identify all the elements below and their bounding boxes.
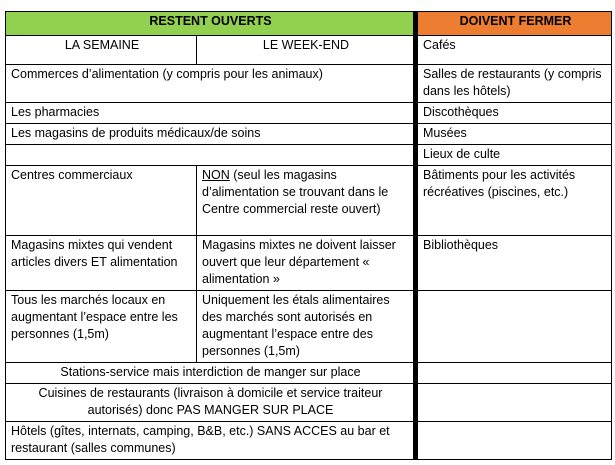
closed-museums: Musées [416, 124, 612, 145]
row-mixed: Magasins mixtes qui vendent articles divers ET alimentation [6, 236, 197, 291]
row-kitchens: Cuisines de restaurants (livraison à domicile et service traiteur autorisés) donc PAS MANGER SUR PLACE [6, 384, 416, 422]
open-header: RESTENT OUVERTS [6, 12, 416, 36]
closed-empty-2 [416, 363, 612, 384]
closed-recreation: Bâtiments pour les activités récréatives (piscines, etc.) [416, 166, 612, 236]
malls-detail: (seul les magasins d’alimentation se trouvant dans le Centre commercial reste ouvert) [202, 168, 389, 216]
row-markets: Tous les marchés locaux en augmentant l’espace entre les personnes (1,5m) [6, 291, 197, 363]
closed-empty-4 [416, 422, 612, 460]
row-empty [6, 145, 416, 166]
row-malls: Centres commerciaux [6, 166, 197, 236]
close-header: DOIVENT FERMER [416, 12, 612, 36]
closed-empty-1 [416, 291, 612, 363]
closed-libraries: Bibliothèques [416, 236, 612, 291]
row-food: Commerces d’alimentation (y compris pour les animaux) [6, 65, 416, 103]
closed-empty-3 [416, 384, 612, 422]
weekend-header: LE WEEK-END [197, 36, 416, 65]
row-malls-weekend [197, 166, 416, 236]
row-pharmacies: Les pharmacies [6, 103, 416, 124]
row-stations: Stations-service mais interdiction de manger sur place [6, 363, 416, 384]
row-hotels: Hôtels (gîtes, internats, camping, B&B, etc.) SANS ACCES au bar et restaurant (salles communes) [6, 422, 416, 460]
weekday-header: LA SEMAINE [6, 36, 197, 65]
closed-cafes: Cafés [416, 36, 612, 65]
closed-restaurants: Salles de restaurants (y compris dans les hôtels) [416, 65, 612, 103]
closed-discos: Discothèques [416, 103, 612, 124]
row-medical: Les magasins de produits médicaux/de soins [6, 124, 416, 145]
row-markets-weekend: Uniquement les étals alimentaires des marchés sont autorisés en augmentant l’espace entre des personnes (1,5m) [197, 291, 416, 363]
closed-worship: Lieux de culte [416, 145, 612, 166]
row-mixed-weekend: Magasins mixtes ne doivent laisser ouvert que leur département « alimentation » [197, 236, 416, 291]
closure-table [5, 11, 612, 460]
malls-no: NON [202, 168, 230, 182]
